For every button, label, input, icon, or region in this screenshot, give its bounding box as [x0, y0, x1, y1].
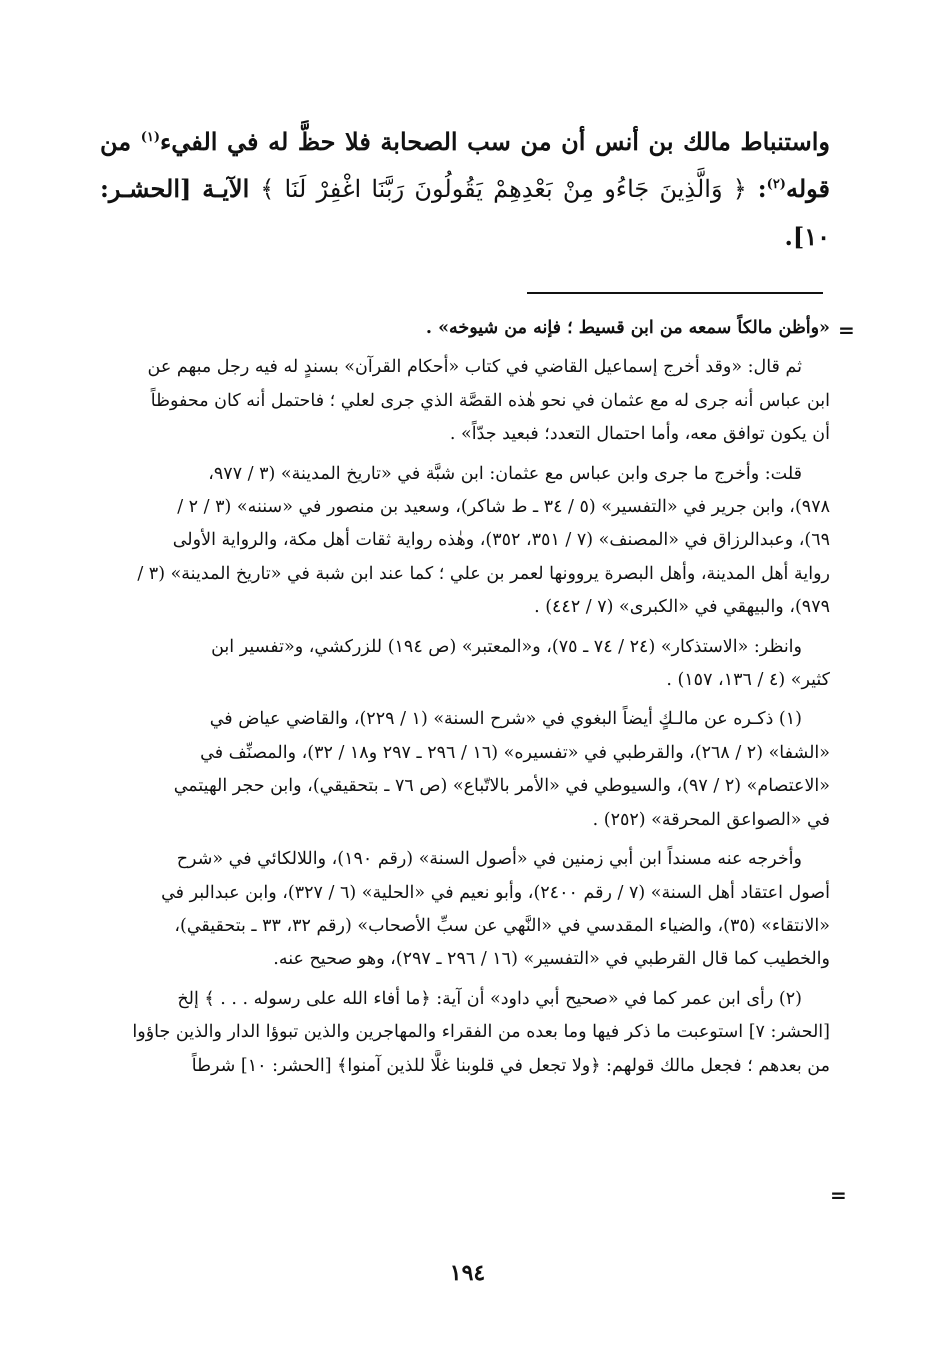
main-line-1-end: من	[100, 127, 141, 156]
footnote-line: وانظر: «الاستذكار» (٢٤ / ٧٤ ـ ٧٥)، و«المعتبر» (ص ١٩٤) للزركشي، و«تفسير ابن	[211, 636, 802, 657]
footnote-paragraph	[100, 631, 830, 698]
footnotes	[100, 312, 830, 1089]
page-number: ١٩٤	[449, 1260, 486, 1286]
footnote-line: من بعدهم ؛ فجعل مالك قولهم: ﴿ولا تجعل في قلوبنا غلًّا للذين آمنوا﴾ [الحشر: ١٠] شرطاً	[191, 1055, 830, 1076]
footnote-line: ابن عباس أنه جرى له مع عثمان في نحو هٰذه القصَّة الذي جرى لعلي ؛ فاحتمل أنه كان محفوظاً	[150, 390, 830, 411]
quran-verse: ﴿ وَالَّذِينَ جَاءُو مِنْ بَعْدِهِمْ يَقُولُونَ رَبَّنَا اغْفِرْ لَنَا ﴾	[260, 175, 747, 203]
footnote-line: أصول اعتقاد أهل السنة» (٧ / رقم ٢٤٠٠)، وأبو نعيم في «الحلية» (٦ / ٣٢٧)، وابن عبدالبر في	[161, 882, 830, 903]
footnote-continuation	[100, 312, 830, 345]
footnote-line: [الحشر: ٧] استوعبت ما ذكر فيها وما بعده من الفقراء والمهاجرين والذين تبوؤا الدار والذين جاؤوا	[132, 1022, 830, 1043]
main-line-2-start: قوله	[785, 174, 831, 203]
footnote-line: رواية أهل المدينة، وأهل البصرة يروونها لعمر بن علي ؛ كما عند ابن شبة في «تاريخ المدينة» (٣ /	[137, 563, 830, 584]
footnote-line: «الشفا» (٢ / ٢٦٨)، والقرطبي في «تفسيره» (١٦ / ٢٩٦ ـ ٢٩٧ و١٨ / ٣٢)، والمصنِّف في	[200, 742, 830, 763]
footnote-line: وأخرجه عنه مسنداً ابن أبي زمنين في «أصول السنة» (رقم ١٩٠)، واللالكائي في «شرح	[176, 849, 802, 870]
main-line-2-colon: :	[746, 174, 767, 203]
main-line-1: واستنباط مالك بن أنس أن من سب الصحابة فلا حظَّ له في الفيء	[160, 127, 830, 156]
footnote-line: «وأظن مالكاً سمعه من ابن قسيط ؛ فإنه من شيوخه» .	[425, 318, 830, 338]
footnote-separator	[527, 292, 823, 294]
footnote-line: والخطيب كما قال القرطبي في «التفسير» (١٦ / ٢٩٦ ـ ٢٩٧)، وهو صحيح عنه.	[273, 949, 830, 970]
footnote-2	[100, 983, 830, 1083]
main-text	[100, 118, 830, 260]
footnote-paragraph	[100, 843, 830, 977]
footnote-line: في «الصواعق المحرقة» (٢٥٢) .	[592, 809, 830, 830]
verse-reference: الآيـة [الحشـر:	[100, 174, 250, 203]
verse-reference-end: ١٠].	[784, 222, 830, 251]
continuation-mark-top: =	[838, 318, 855, 342]
footnote-line: «الانتقاء» (٣٥)، والضياء المقدسي في «النَّهي عن سبِّ الأصحاب» (رقم ٣٢، ٣٣ ـ بتحقيقي)،	[174, 915, 830, 936]
footnote-line: ثم قال: «وقد أخرج إسماعيل القاضي في كتاب «أحكام القرآن» بسندٍ له فيه رجل مبهم عن	[147, 357, 802, 378]
footnote-line: (٢) رأى ابن عمر كما في «صحيح أبي داود» أن آية: ﴿ما أفاء الله على رسوله . . . ﴾ إلخ	[177, 988, 802, 1009]
footnote-1	[100, 703, 830, 837]
footnote-marker-2: (٢)	[766, 177, 786, 192]
footnote-paragraph	[100, 458, 830, 625]
footnote-line: «الاعتصام» (٢ / ٩٧)، والسيوطي في «الأمر بالاتّباع» (ص ٧٦ ـ بتحقيقي)، وابن حجر الهيتمي	[173, 776, 830, 797]
footnote-marker-1: (١)	[140, 130, 161, 145]
footnote-line: ٦٩)، وعبدالرزاق في «المصنف» (٧ / ٣٥١، ٣٥٢)، وهٰذه رواية ثقات أهل مكة، والرواية الأولى	[172, 530, 830, 551]
footnote-line: قلت: وأخرج ما جرى وابن عباس مع عثمان: ابن شبَّة في «تاريخ المدينة» (٣ / ٩٧٧،	[208, 463, 802, 484]
main-paragraph	[100, 118, 830, 260]
footnote-paragraph	[100, 351, 830, 451]
footnote-line: (١) ذكـره عن مالـكٍ أيضاً البغوي في «شرح السنة» (١ / ٢٢٩)، والقاضي عياض في	[209, 709, 802, 730]
footnote-line: ٩٧٨)، وابن جرير في «التفسير» (٥ / ٣٤ ـ ط شاكر)، وسعيد بن منصور في «سننه» (٣ / ٢ /	[177, 497, 830, 518]
footnote-line: أن يكون توافق معه، وأما احتمال التعدد؛ فبعيد جدّاً» .	[449, 424, 830, 445]
footnote-line: كثير» (٤ / ١٣٦، ١٥٧) .	[666, 670, 830, 691]
continuation-mark-bottom: =	[830, 1183, 847, 1207]
footnote-line: ٩٧٩)، والبيهقي في «الكبرى» (٧ / ٤٤٢) .	[534, 597, 830, 618]
